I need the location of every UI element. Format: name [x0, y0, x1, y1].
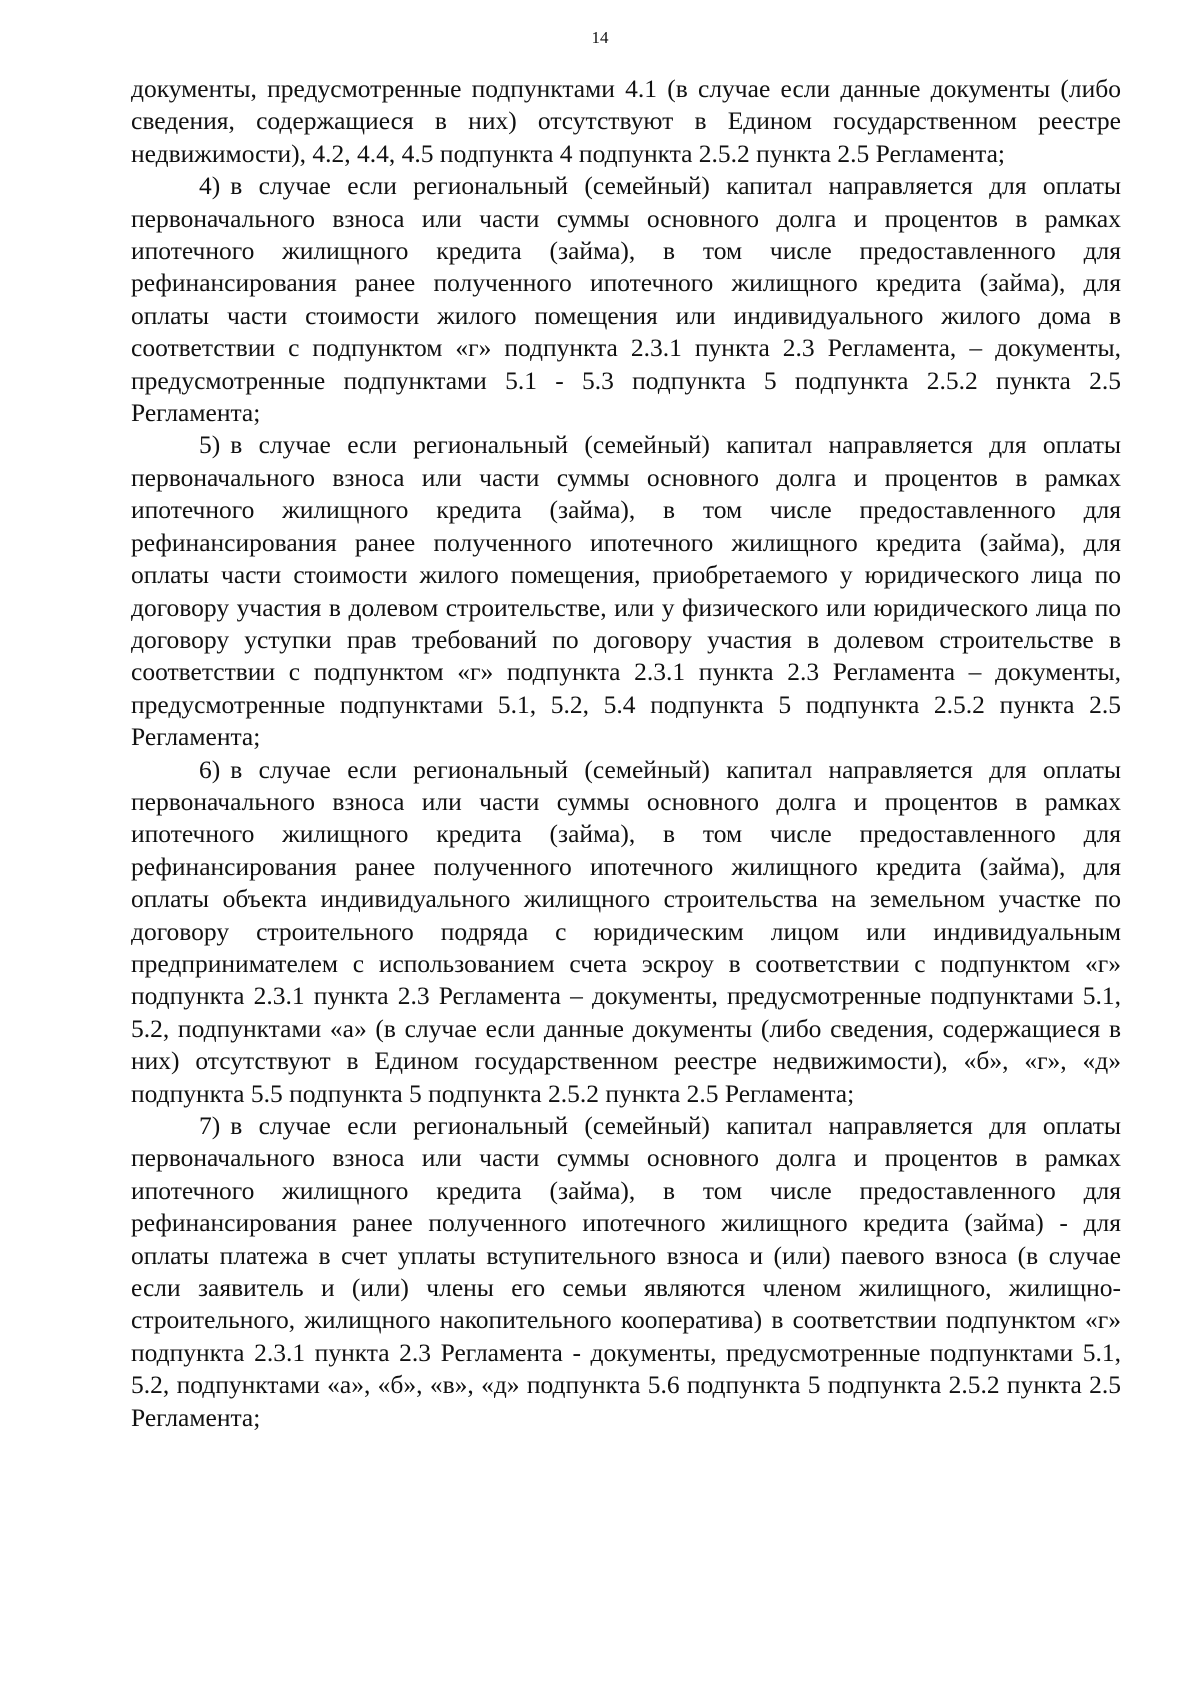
list-marker: 7) [199, 1111, 221, 1140]
list-marker: 6) [199, 754, 221, 784]
paragraph-text: в случае если региональный (семейный) капитал направляется для оплаты первоначального взноса или части суммы основного долга и процентов в рамках ипотечного жилищного кредита (займа), в том числе предоставленного для рефинансирования ранее полученного ипотечного жилищного кредита (займа), для оплаты части стоимости жилого помещения или индивидуального жилого дома в соответствии с подпунктом «г» подпункта 2.3.1 пункта 2.3 Регламента, – документы, предусмотренные подпунктами 5.1 - 5.3 подпункта 5 подпункта 2.5.2 пункта 2.5 Регламента; [131, 171, 1121, 428]
list-item-5 [131, 429, 1121, 753]
list-marker: 4) [199, 171, 221, 201]
list-item-6 [131, 754, 1121, 1110]
paragraph-text: в случае если региональный (семейный) капитал направляется для оплаты первоначального взноса или части суммы основного долга и процентов в рамках ипотечного жилищного кредита (займа), в том числе предоставленного для рефинансирования ранее полученного ипотечного жилищного кредита (займа), для оплаты части стоимости жилого помещения, приобретаемого у юридического лица по договору участия в долевом строительстве, или у физического или юридического лица по договору уступки прав требований по договору участия в долевом строительстве в соответствии с подпунктом «г» подпункта 2.3.1 пункта 2.3 Регламента – документы, предусмотренные подпунктами 5.1, 5.2, 5.4 подпункта 5 подпункта 2.5.2 пункта 2.5 Регламента; [131, 430, 1121, 752]
list-item-7 [131, 1110, 1121, 1434]
paragraph-text: документы, предусмотренные подпунктами 4.1 (в случае если данные документы (либо сведения, содержащиеся в них) отсутствуют в Едином государственном реестре недвижимости), 4.2, 4.4, 4.5 подпункта 4 подпункта 2.5.2 пункта 2.5 Регламента; [131, 74, 1121, 168]
paragraph-continuation [131, 73, 1121, 170]
list-marker: 5) [199, 430, 221, 460]
paragraph-text: в случае если региональный (семейный) капитал направляется для оплаты первоначального взноса или части суммы основного долга и процентов в рамках ипотечного жилищного кредита (займа), в том числе предоставленного для рефинансирования ранее полученного ипотечного жилищного кредита (займа), для оплаты объекта индивидуального жилищного строительства на земельном участке по договору строительного подряда с юридическим лицом или индивидуальным предпринимателем с использованием счета эскроу в соответствии с подпунктом «г» подпункта 2.3.1 пункта 2.3 Регламента – документы, предусмотренные подпунктами 5.1, 5.2, подпунктами «а» (в случае если данные документы (либо сведения, содержащиеся в них) отсутствуют в Едином государственном реестре недвижимости), «б», «г», «д» подпункта 5.5 подпункта 5 подпункта 2.5.2 пункта 2.5 Регламента; [131, 754, 1121, 1108]
paragraph-text: в случае если региональный (семейный) капитал направляется для оплаты первоначального взноса или части суммы основного долга и процентов в рамках ипотечного жилищного кредита (займа), в том числе предоставленного для рефинансирования ранее полученного ипотечного жилищного кредита (займа) - для оплаты платежа в счет уплаты вступительного взноса и (или) паевого взноса (в случае если заявитель и (или) члены его семьи являются членом жилищного, жилищно-строительного, жилищного накопительного кооператива) в соответствии подпунктом «г» подпункта 2.3.1 пункта 2.3 Регламента - документы, предусмотренные подпунктами 5.1, 5.2, подпунктами «а», «б», «в», «д» подпункта 5.6 подпункта 5 подпункта 2.5.2 пункта 2.5 Регламента; [131, 1111, 1121, 1432]
document-body [131, 73, 1121, 1434]
list-item-4 [131, 170, 1121, 429]
page-number: 14 [591, 28, 609, 47]
